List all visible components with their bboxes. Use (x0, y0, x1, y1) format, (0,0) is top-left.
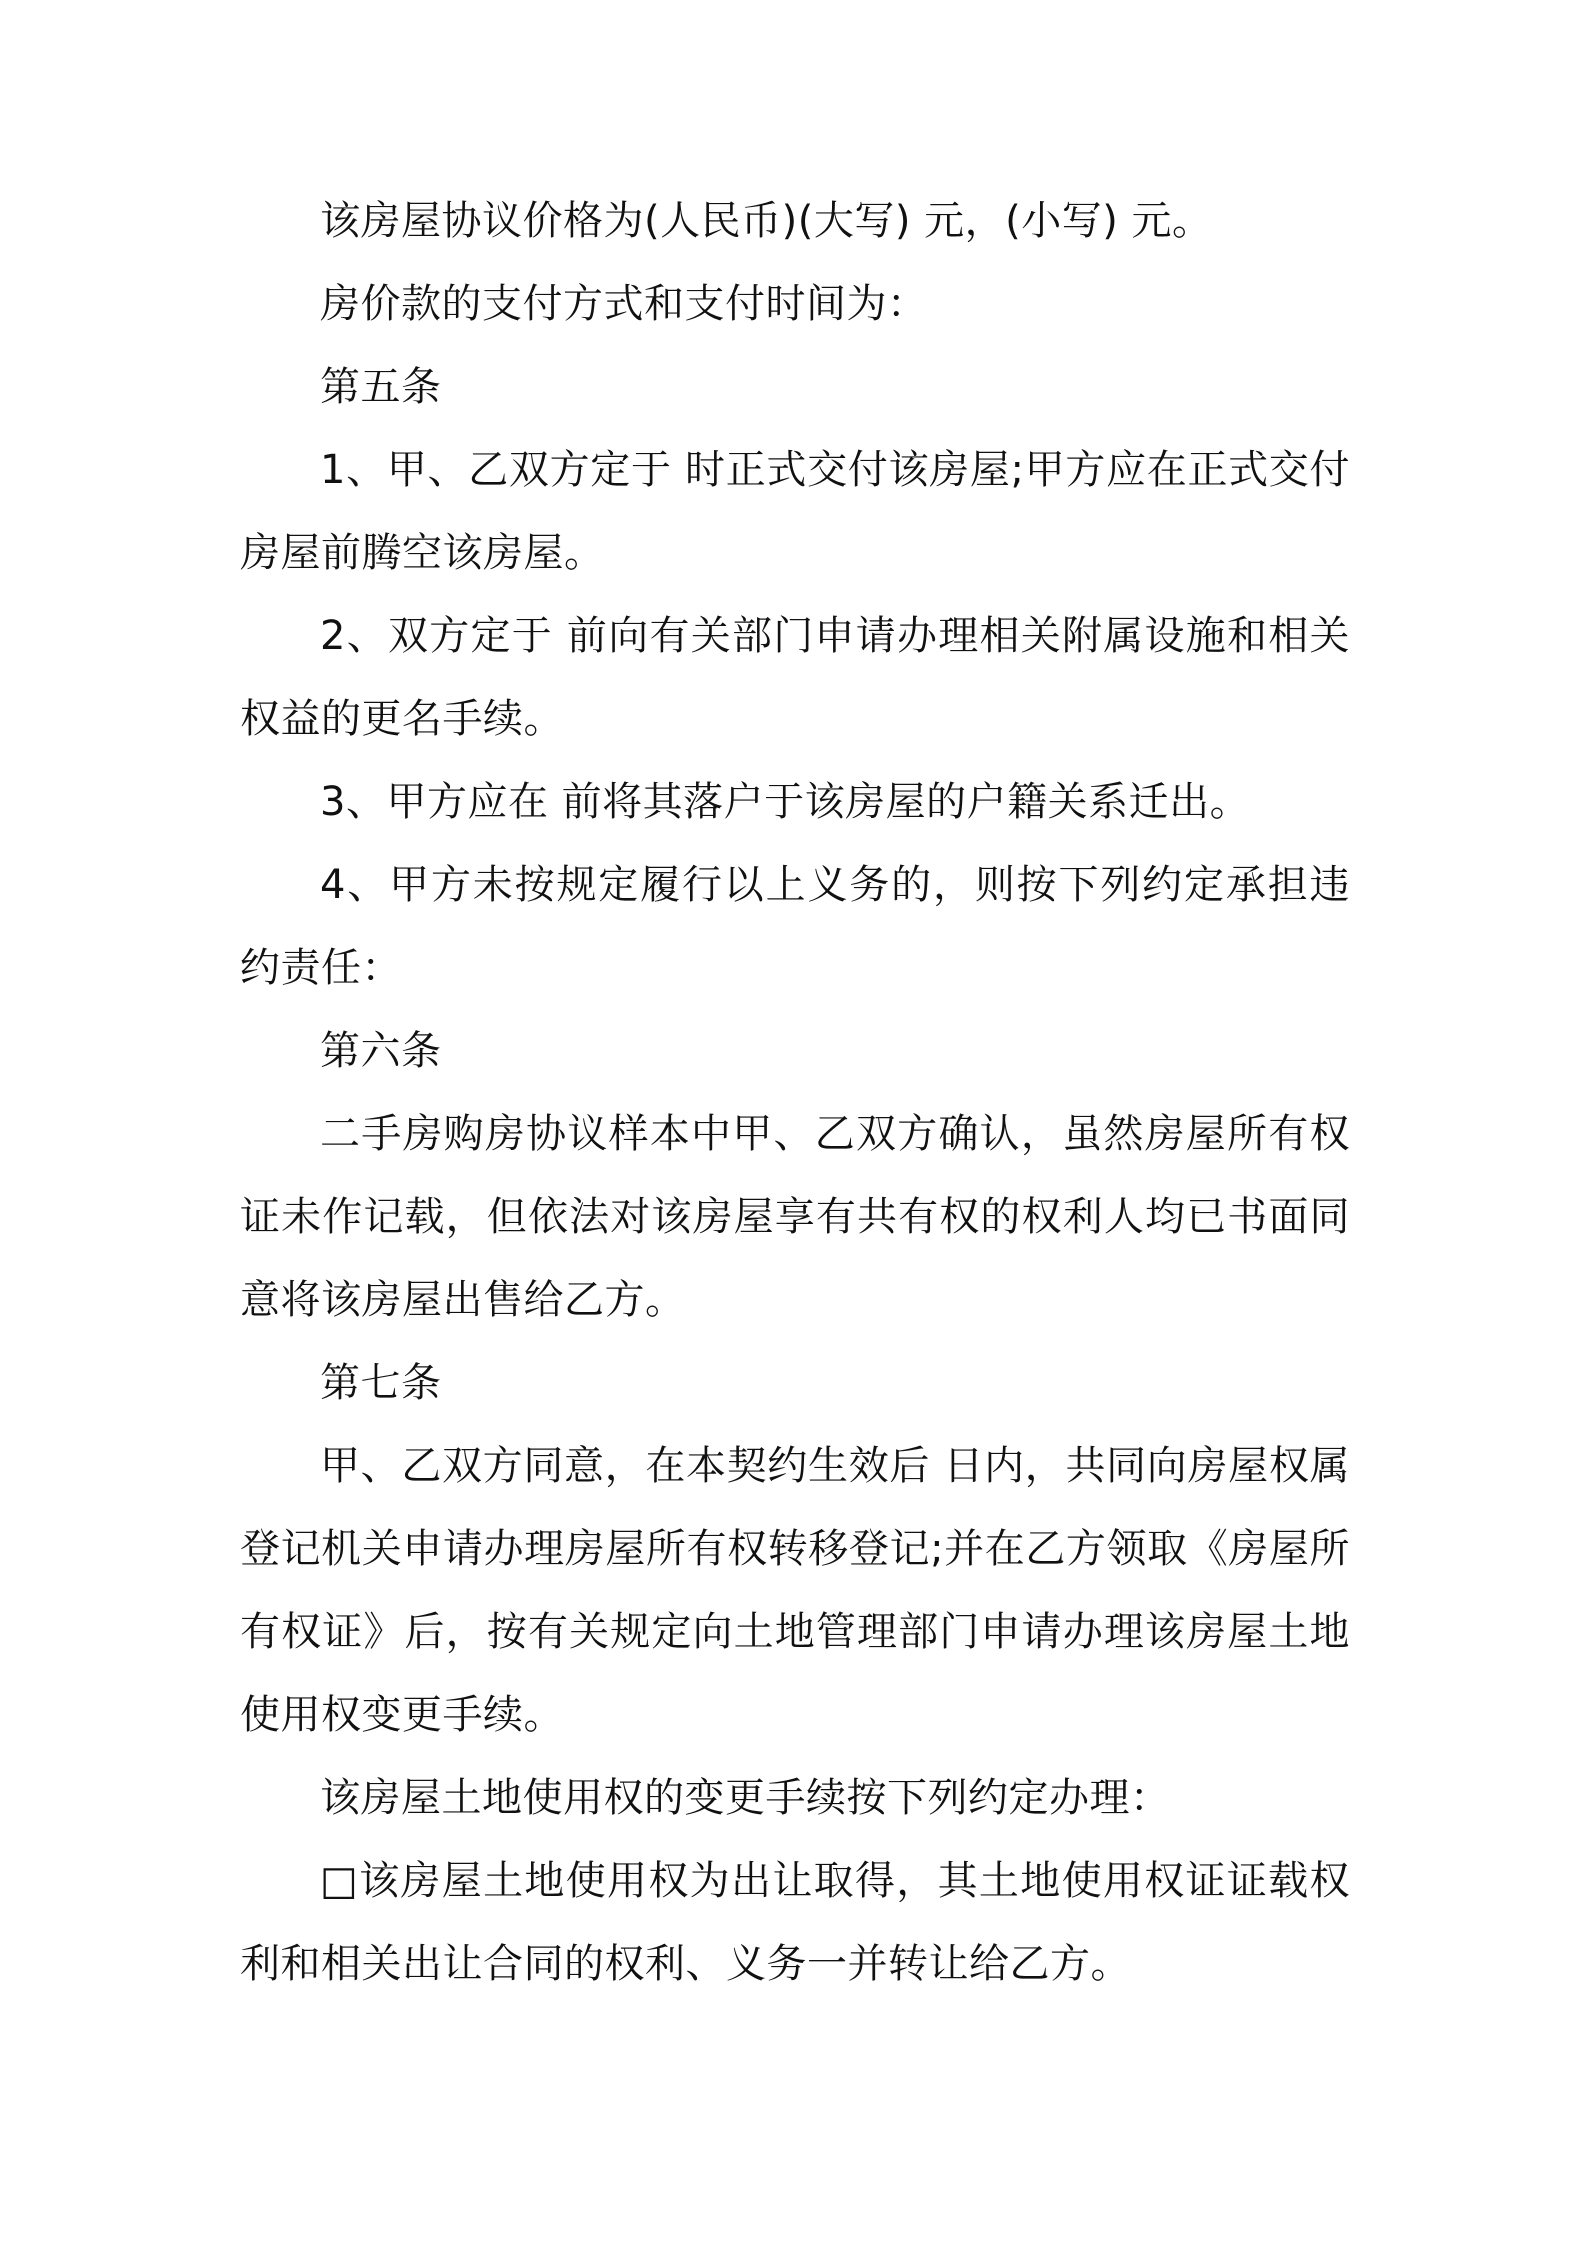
land-use-right-intro: 该房屋土地使用权的变更手续按下列约定办理： (320, 1775, 1171, 1821)
article-5-item-1: 1、甲、乙双方定于 时正式交付该房屋;甲方应在正式交付房屋前腾空该房屋。 (240, 447, 1350, 576)
article-5-item-3: 3、甲方应在 前将其落户于该房屋的户籍关系迁出。 (320, 779, 1251, 825)
paragraph-price: 该房屋协议价格为(人民币)(大写) 元，(小写) 元。 (320, 198, 1213, 244)
paragraph-payment-method: 房价款的支付方式和支付时间为： (320, 281, 928, 327)
article-7-body: 甲、乙双方同意，在本契约生效后 日内，共同向房屋权属登记机关申请办理房屋所有权转移登记;并在乙方领取《房屋所有权证》后，按有关规定向土地管理部门申请办理该房屋土地使用权变更手续。 (240, 1443, 1350, 1738)
article-6-heading: 第六条 (320, 1028, 442, 1074)
land-use-right-option-checkbox-item: □该房屋土地使用权为出让取得，其土地使用权证证载权利和相关出让合同的权利、义务一并转让给乙方。 (240, 1858, 1350, 1987)
article-5-item-2: 2、双方定于 前向有关部门申请办理相关附属设施和相关权益的更名手续。 (240, 613, 1350, 742)
article-5-item-4: 4、甲方未按规定履行以上义务的，则按下列约定承担违约责任： (240, 862, 1350, 991)
article-6-body: 二手房购房协议样本中甲、乙双方确认，虽然房屋所有权证未作记载，但依法对该房屋享有共有权的权利人均已书面同意将该房屋出售给乙方。 (240, 1111, 1350, 1323)
article-5-heading: 第五条 (320, 364, 442, 410)
article-7-heading: 第七条 (320, 1360, 442, 1406)
document-body (240, 180, 1350, 2006)
